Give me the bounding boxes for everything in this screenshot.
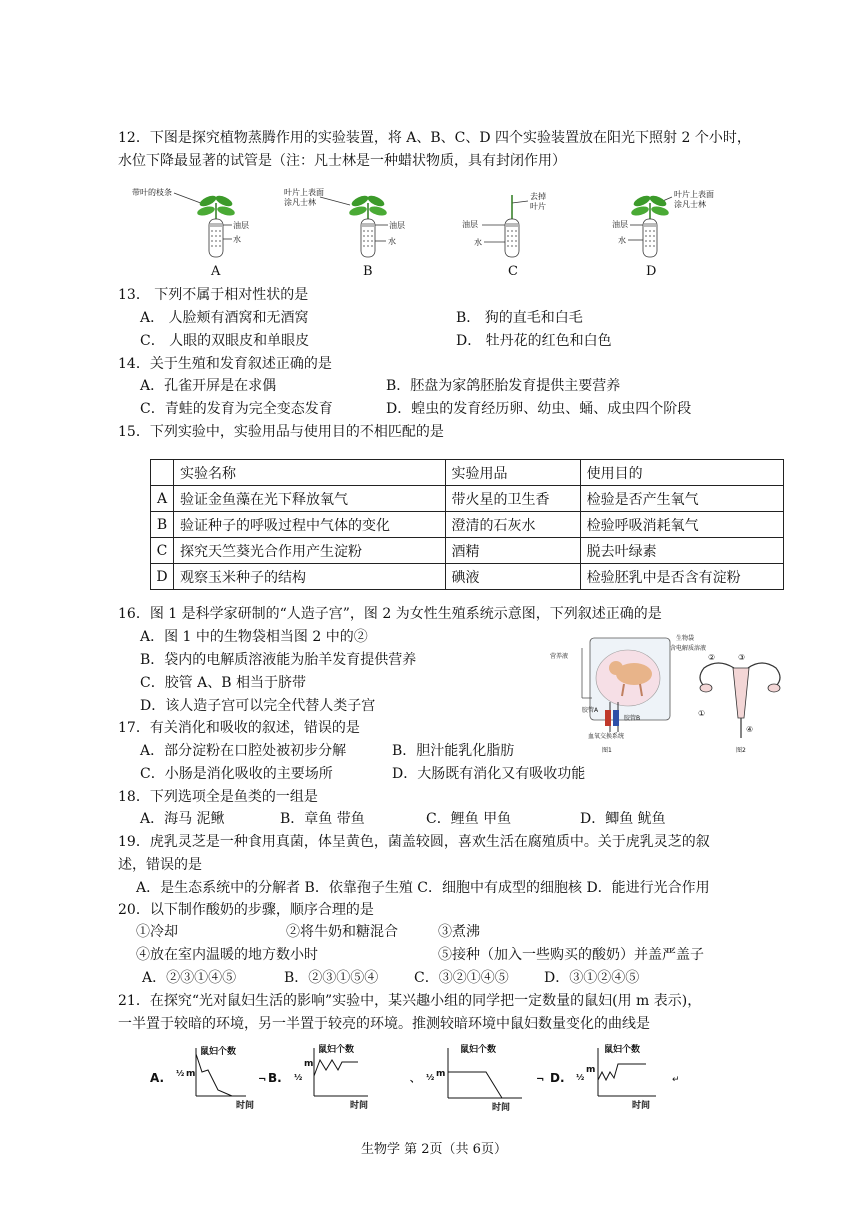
q20-step-2: ②将牛奶和糖混合 <box>286 924 398 940</box>
graph-a-m: m <box>186 1069 196 1079</box>
tube-a-water-label: 水 <box>233 235 241 244</box>
table-header-cell: 实验用品 <box>445 460 580 486</box>
q16-figures <box>548 628 768 756</box>
table-header-row <box>151 460 784 486</box>
q17-stem: 17．有关消化和吸收的叙述，错误的是 <box>118 720 360 736</box>
table-row <box>151 538 784 564</box>
female-reproductive-figure <box>698 653 780 754</box>
graph-a-ylabel: 鼠妇个数 <box>200 1047 237 1057</box>
fig2-label-4: ④ <box>746 725 754 734</box>
q14-option-c: C．青蛙的发育为完全变态发育 <box>140 401 333 417</box>
fig1-solution-label: 含电解质溶液 <box>670 645 707 652</box>
table-cell: 澄清的石灰水 <box>445 512 580 538</box>
q16-option-b: B．袋内的电解质溶液能为胎羊发育提供营养 <box>140 652 417 668</box>
graph-a-half: ½ <box>176 1069 185 1078</box>
q17-option-d: D．大肠既有消化又有吸收功能 <box>392 766 586 782</box>
q15-stem: 15．下列实验中，实验用品与使用目的不相匹配的是 <box>118 424 444 440</box>
fig2-label-1: ① <box>698 709 706 718</box>
graph-c-m: m <box>436 1069 446 1079</box>
q12-figure <box>118 183 714 279</box>
table-cell: 脱去叶绿素 <box>580 538 783 564</box>
q16-option-c: C．胶管 A、B 相当于脐带 <box>140 675 307 691</box>
svg-text:↵: ↵ <box>672 1075 680 1085</box>
tube-b-oil-label: 油层 <box>389 221 405 230</box>
graph-d-m: m <box>586 1065 596 1075</box>
q12-stem-line2: 水位下降最显著的试管是（注：凡士林是一种蜡状物质，具有封闭作用） <box>118 153 566 169</box>
table-row <box>151 512 784 538</box>
svg-text:¬: ¬ <box>536 1074 545 1085</box>
table-cell: C <box>151 538 174 564</box>
fig2-caption: 图2 <box>736 747 746 754</box>
tube-d-caption: D <box>646 264 657 279</box>
q12-stem-line1: 12．下图是探究植物蒸腾作用的实验装置，将 A、B、C、D 四个实验装置放在阳光下照射 2 个小时， <box>118 130 751 146</box>
tube-d-top-label-2: 涂凡士林 <box>674 200 706 209</box>
tube-b <box>284 187 405 257</box>
q16-option-a: A．图 1 中的生物袋相当图 2 中的② <box>140 629 368 645</box>
table-cell: 带火星的卫生香 <box>445 486 580 512</box>
q20-option-a: A．②③①④⑤ <box>142 970 237 986</box>
q15-table <box>150 459 784 590</box>
tube-a-caption: A <box>211 264 221 279</box>
tube-c-caption: C <box>508 264 518 279</box>
graph-d <box>550 1043 656 1111</box>
tube-c-water-label: 水 <box>474 238 482 247</box>
graph-d-label: D. <box>550 1071 565 1085</box>
tube-c-top-label-1: 去掉 <box>530 192 546 201</box>
q14-option-b: B．胚盘为家鸽胚胎发育提供主要营养 <box>386 378 621 394</box>
q21-graphs <box>146 1042 686 1114</box>
graph-b-xlabel: 时间 <box>350 1101 369 1111</box>
fig1-tube-b-label: 胶管B <box>624 715 641 722</box>
table-cell: 检验胚乳中是否含有淀粉 <box>580 564 783 590</box>
tube-d-water-label: 水 <box>618 236 626 245</box>
artificial-womb-figure <box>550 634 706 754</box>
page-footer: 生物学 第 2页（共 6页） <box>361 1142 507 1157</box>
q16-option-d: D．该人造子宫可以完全代替人类子宫 <box>140 698 376 714</box>
graph-d-ylabel: 鼠妇个数 <box>604 1045 641 1055</box>
q13-stem: 13． 下列不属于相对性状的是 <box>118 287 309 303</box>
tube-d-top-label-1: 叶片上表面 <box>674 190 714 199</box>
table-cell: 验证金鱼藻在光下释放氧气 <box>174 486 446 512</box>
tube-b-top-label-2: 涂凡士林 <box>284 198 316 207</box>
graph-b-half: ½ <box>294 1073 303 1082</box>
tube-c-oil-label: 油层 <box>462 220 478 229</box>
tube-b-caption: B <box>363 264 373 279</box>
q16-stem: 16．图 1 是科学家研制的“人造子宫”，图 2 为女性生殖系统示意图，下列叙述正确的是 <box>118 606 662 622</box>
graph-d-half: ½ <box>576 1073 585 1082</box>
fig1-caption: 图1 <box>602 747 612 754</box>
graph-a <box>150 1045 254 1111</box>
fig2-label-3: ③ <box>738 653 746 662</box>
tube-d <box>612 189 714 257</box>
q18-option-b: B．章鱼 带鱼 <box>280 811 365 827</box>
q20-step-5: ⑤接种（加入一些购买的酸奶）并盖严盖子 <box>438 947 704 963</box>
q19-options: A．是生态系统中的分解者 B．依靠孢子生殖 C．细胞中有成型的细胞核 D．能进行光合作用 <box>136 880 710 896</box>
table-cell: 探究天竺葵光合作用产生淀粉 <box>174 538 446 564</box>
tube-a-oil-label: 油层 <box>233 221 249 230</box>
graph-b <box>268 1043 368 1111</box>
q14-stem: 14．关于生殖和发育叙述正确的是 <box>118 356 332 372</box>
tube-a <box>132 187 249 257</box>
table-cell: D <box>151 564 174 590</box>
table-cell: 检验呼吸消耗氧气 <box>580 512 783 538</box>
q20-option-b: B．②③①⑤④ <box>284 970 379 986</box>
table-cell: 酒精 <box>445 538 580 564</box>
q20-option-d: D．③①②④⑤ <box>544 970 640 986</box>
graph-b-ylabel: 鼠妇个数 <box>318 1045 355 1055</box>
table-cell: 检验是否产生氧气 <box>580 486 783 512</box>
q13-option-b: B． 狗的直毛和白毛 <box>456 310 583 326</box>
fig1-tube-a-label: 胶管A <box>582 707 599 714</box>
q13-option-a: A． 人脸颊有酒窝和无酒窝 <box>140 310 309 326</box>
q20-step-4: ④放在室内温暖的地方数小时 <box>136 947 318 963</box>
q14-option-a: A．孔雀开屏是在求偶 <box>140 378 277 394</box>
table-cell: 碘液 <box>445 564 580 590</box>
tube-c <box>462 191 546 257</box>
q18-option-a: A．海马 泥鳅 <box>140 811 225 827</box>
q13-option-d: D． 牡丹花的红色和白色 <box>456 333 612 349</box>
q20-step-3: ③煮沸 <box>438 924 480 940</box>
graph-c-ylabel: 鼠妇个数 <box>460 1045 497 1055</box>
q13-option-c: C． 人眼的双眼皮和单眼皮 <box>140 333 310 349</box>
q20-step-1: ①冷却 <box>136 924 178 940</box>
q18-stem: 18．下列选项全是鱼类的一组是 <box>118 789 318 805</box>
q14-option-d: D．蝗虫的发育经历卵、幼虫、蛹、成虫四个阶段 <box>386 401 692 417</box>
table-header-cell: 实验名称 <box>174 460 446 486</box>
q20-stem: 20．以下制作酸奶的步骤，顺序合理的是 <box>118 902 374 918</box>
q21-stem-line2: 一半置于较暗的环境，另一半置于较亮的环境。推测较暗环境中鼠妇数量变化的曲线是 <box>118 1016 650 1032</box>
table-row <box>151 564 784 590</box>
table-header-cell: 使用目的 <box>580 460 783 486</box>
fig2-label-2: ② <box>708 653 716 662</box>
tube-d-oil-label: 油层 <box>612 220 628 229</box>
q19-stem-line1: 19．虎乳灵芝是一种食用真菌，体呈黄色，菌盖较圆，喜欢生活在腐殖质中。关于虎乳灵芝的叙 <box>118 834 710 850</box>
svg-text:¬: ¬ <box>258 1074 267 1085</box>
q18-option-c: C．鲤鱼 甲鱼 <box>426 811 512 827</box>
table-cell: B <box>151 512 174 538</box>
graph-b-label: B. <box>268 1071 282 1085</box>
table-cell: A <box>151 486 174 512</box>
graph-c-xlabel: 时间 <box>492 1103 511 1113</box>
graph-d-xlabel: 时间 <box>632 1101 651 1111</box>
tube-c-top-label-2: 叶片 <box>530 202 546 211</box>
q17-option-c: C．小肠是消化吸收的主要场所 <box>140 766 333 782</box>
q17-option-a: A．部分淀粉在口腔处被初步分解 <box>140 743 347 759</box>
graph-c-half: ½ <box>426 1073 435 1082</box>
fig1-bag-label: 生物袋 <box>676 635 695 642</box>
graph-b-m: m <box>304 1059 314 1069</box>
q17-option-b: B．胆汁能乳化脂肪 <box>392 743 515 759</box>
svg-text:、: 、 <box>410 1074 420 1085</box>
fig1-exchange-label: 血氧交换系统 <box>588 733 625 740</box>
table-cell: 观察玉米种子的结构 <box>174 564 446 590</box>
q18-option-d: D．鲫鱼 鱿鱼 <box>580 811 666 827</box>
fig1-liquid-label: 营养液 <box>550 653 569 660</box>
q19-stem-line2: 述，错误的是 <box>118 857 202 873</box>
graph-a-label: A. <box>150 1071 165 1085</box>
q21-stem-line1: 21．在探究“光对鼠妇生活的影响”实验中，某兴趣小组的同学把一定数量的鼠妇(用 m 表示)， <box>118 993 702 1009</box>
table-row <box>151 486 784 512</box>
table-cell: 验证种子的呼吸过程中气体的变化 <box>174 512 446 538</box>
graph-a-xlabel: 时间 <box>236 1101 255 1111</box>
table-header-cell <box>151 460 174 486</box>
q20-option-c: C．③②①④⑤ <box>414 970 509 986</box>
tube-a-top-label: 带叶的枝条 <box>132 188 172 197</box>
graph-c <box>426 1043 522 1113</box>
tube-b-top-label-1: 叶片上表面 <box>284 188 324 197</box>
tube-b-water-label: 水 <box>388 237 396 246</box>
